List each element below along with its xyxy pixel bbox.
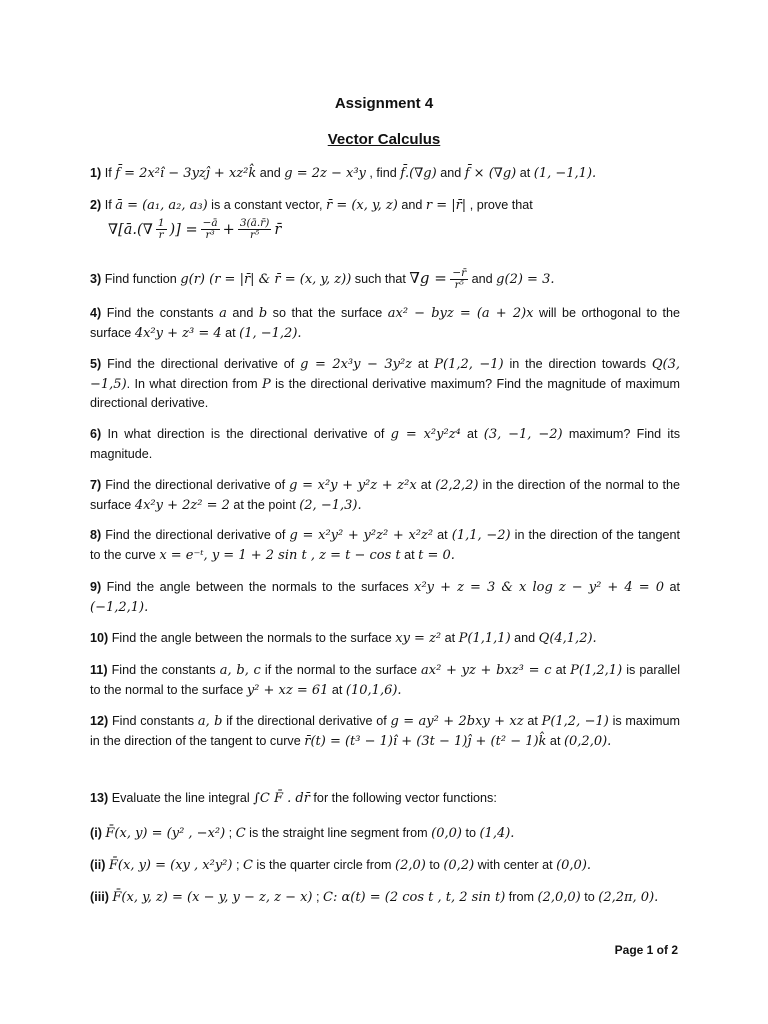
- question-13-part-ii: (ii) F̄(x, y) = (xy , x²y²) ; C is the quarter circle from (2,0) to (0,2) with center at (0,0).: [90, 858, 592, 873]
- question-number: 1): [90, 166, 102, 180]
- question-number: 12): [90, 714, 109, 728]
- question-number: 8): [90, 528, 102, 542]
- question-12: 12) Find constants a, b if the directional derivative of g = ay² + 2bxy + xz at P(1,2, −1) is maximum in the direction of the tangent to curve r̄(t) = (t³ − 1)î + (3t − 1)ĵ + (t² − 1)k̂ at (0,2,0).: [90, 714, 680, 749]
- topic-subtitle: Vector Calculus: [327, 131, 441, 148]
- page-number: Page 1 of 2: [614, 943, 678, 957]
- question-number: 13): [90, 791, 109, 805]
- question-13-part-iii: (iii) F̄(x, y, z) = (x − y, y − z, z − x) ; C: α(t) = (2 cos t , t, 2 sin t) from (2,0,0) to (2,2π, 0).: [90, 890, 659, 905]
- part-number: (ii): [90, 858, 106, 872]
- question-10: 10) Find the angle between the normals to the surface xy = z² at P(1,1,1) and Q(4,1,2).: [90, 631, 597, 646]
- question-number: 6): [90, 427, 102, 441]
- part-number: (iii): [90, 890, 109, 904]
- question-11: 11) Find the constants a, b, c if the normal to the surface ax² + yz + bxz³ = c at P(1,2,1) is parallel to the normal to the surface y² + xz = 61 at (10,1,6).: [90, 663, 681, 698]
- question-number: 11): [90, 663, 108, 677]
- question-6: 6) In what direction is the directional derivative of g = x²y²z⁴ at (3, −1, −2) maximum? Find its magnitude.: [90, 427, 680, 461]
- assignment-title: Assignment 4: [334, 95, 434, 112]
- question-number: 2): [90, 198, 102, 212]
- question-number: 7): [90, 478, 102, 492]
- question-1: 1) If f̄ = 2x²î − 3yzĵ + xz²k̂ and g = 2z − x³y , find f̄.(∇g) and f̄ × (∇g) at (1, −1,1).: [90, 166, 597, 181]
- question-8: 8) Find the directional derivative of g = x²y² + y²z² + x²z² at (1,1, −2) in the direction of the tangent to the curve x = e⁻ᵗ, y = 1 + 2 sin t , z = t − cos t at t = 0.: [90, 528, 680, 563]
- gradient-identity-formula: ∇[ā.(∇ $\frac{1}{r}$ )] = $\frac{-ā}{\text{r³}}$ + $\frac{3(ā.r̄)}{\text{r⁵}}$ r̄: [108, 217, 282, 241]
- question-number: 4): [90, 306, 102, 320]
- question-3: 3) Find function g(r) (r = |r̄| & r̄ = (x, y, z)) such that ∇g = $\frac{-r̄}{\text{r⁵}}$ and g(2) = 3.: [90, 267, 555, 291]
- question-5: 5) Find the directional derivative of g = 2x³y − 3y²z at P(1,2, −1) in the direction towards Q(3, −1,5). In what direction from P is the directional derivative maximum? Find the magnitude of maximum directional derivative.: [90, 357, 681, 410]
- part-number: (i): [90, 826, 102, 840]
- question-number: 10): [90, 631, 109, 645]
- question-13-part-i: (i) F̄(x, y) = (y² , −x²) ; C is the straight line segment from (0,0) to (1,4).: [90, 826, 515, 841]
- question-2: 2) If ā = (a₁, a₂, a₃) is a constant vector, r̄ = (x, y, z) and r = |r̄| , prove that: [90, 198, 533, 213]
- question-number: 5): [90, 357, 102, 371]
- question-number: 9): [90, 580, 102, 594]
- question-13: 13) Evaluate the line integral ∫C F̄ . dr̄ for the following vector functions:: [90, 791, 497, 806]
- question-7: 7) Find the directional derivative of g = x²y + y²z + z²x at (2,2,2) in the direction of the normal to the surface 4x²y + 2z² = 2 at the point (2, −1,3).: [90, 478, 680, 513]
- question-9: 9) Find the angle between the normals to the surfaces x²y + z = 3 & x log z − y² + 4 = 0 at (−1,2,1).: [90, 580, 680, 615]
- question-number: 3): [90, 271, 102, 286]
- question-4: 4) Find the constants a and b so that the surface ax² − byz = (a + 2)x will be orthogonal to the surface 4x²y + z³ = 4 at (1, −1,2).: [90, 306, 680, 341]
